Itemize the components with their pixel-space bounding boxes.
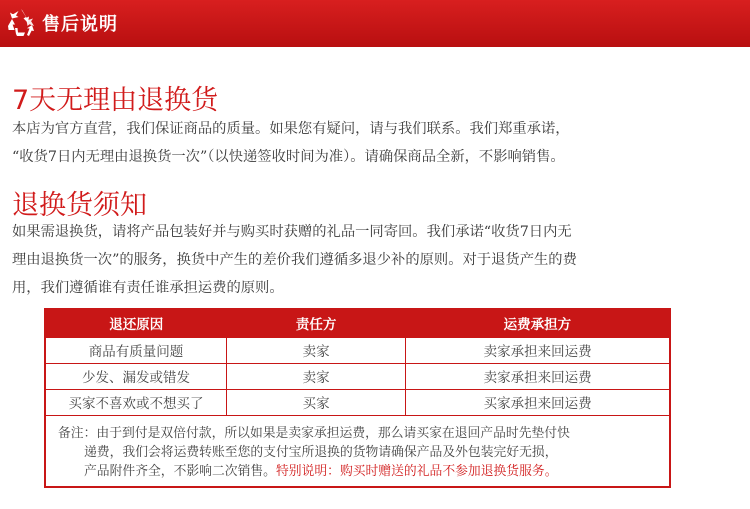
note-text: 由于到付是双倍付款，所以如果是卖家承担运费，那么请买家在退回产品时先垫付快	[96, 425, 570, 441]
note-line: 递费，我们会将运费转账至您的支付宝所退换的货物请确保产品及外包装完好无损，	[84, 444, 558, 460]
table-cell-reason: 商品有质量问题	[45, 337, 226, 363]
table-cell-reason: 买家不喜欢或不想买了	[45, 389, 226, 415]
note-line	[58, 462, 659, 481]
paragraph-line: “收货7日内无理由退换货一次”（以快递签收时间为准）。请确保商品全新，不影响销售。	[12, 149, 565, 165]
section-title-no-reason-return: 7天无理由退换货	[12, 85, 219, 116]
table-cell-shipping: 卖家承担来回运费	[406, 337, 670, 363]
column-header-responsible-party: 责任方	[226, 309, 405, 337]
table-cell-responsible: 买家	[226, 389, 405, 415]
table-cell-responsible: 卖家	[226, 337, 405, 363]
section-intro-paragraph	[12, 115, 744, 171]
paragraph-line: 本店为官方直营，我们保证商品的质量。如果您有疑问，请与我们联系。我们郑重承诺，	[12, 121, 570, 137]
table-cell-responsible: 卖家	[226, 363, 405, 389]
table-cell-shipping: 卖家承担来回运费	[406, 363, 670, 389]
note-label: 备注：	[58, 425, 97, 441]
return-notice-paragraph	[12, 218, 748, 302]
recycle-icon	[4, 6, 38, 40]
table-cell-reason: 少发、漏发或错发	[45, 363, 226, 389]
note-text: 产品附件齐全，不影响二次销售。	[84, 463, 276, 479]
paragraph-line: 用，我们遵循谁有责任谁承担运费的原则。	[12, 280, 284, 296]
section-title-return-notice: 退换货须知	[12, 190, 147, 221]
table-row	[45, 337, 670, 363]
header-title: 售后说明	[42, 14, 118, 35]
column-header-shipping-cost: 运费承担方	[406, 309, 670, 337]
note-line	[58, 424, 659, 443]
table-row	[45, 363, 670, 389]
table-note-cell	[45, 415, 670, 487]
paragraph-line: 理由退换货一次”的服务，换货中产生的差价我们遵循多退少补的原则。对于退货产生的费	[12, 252, 577, 268]
table-note-row	[45, 415, 670, 487]
paragraph-line: 如果需退换货，请将产品包装好并与购买时获赠的礼品一同寄回。我们承诺“收货7日内无	[12, 224, 572, 240]
table-row	[45, 389, 670, 415]
table-cell-shipping: 买家承担来回运费	[406, 389, 670, 415]
column-header-reason: 退还原因	[45, 309, 226, 337]
return-responsibility-table	[44, 308, 671, 488]
table-header-row	[45, 309, 670, 337]
header-bar	[0, 0, 750, 47]
gift-warning-text: 特别说明：购买时赠送的礼品不参加退换货服务。	[275, 463, 558, 479]
